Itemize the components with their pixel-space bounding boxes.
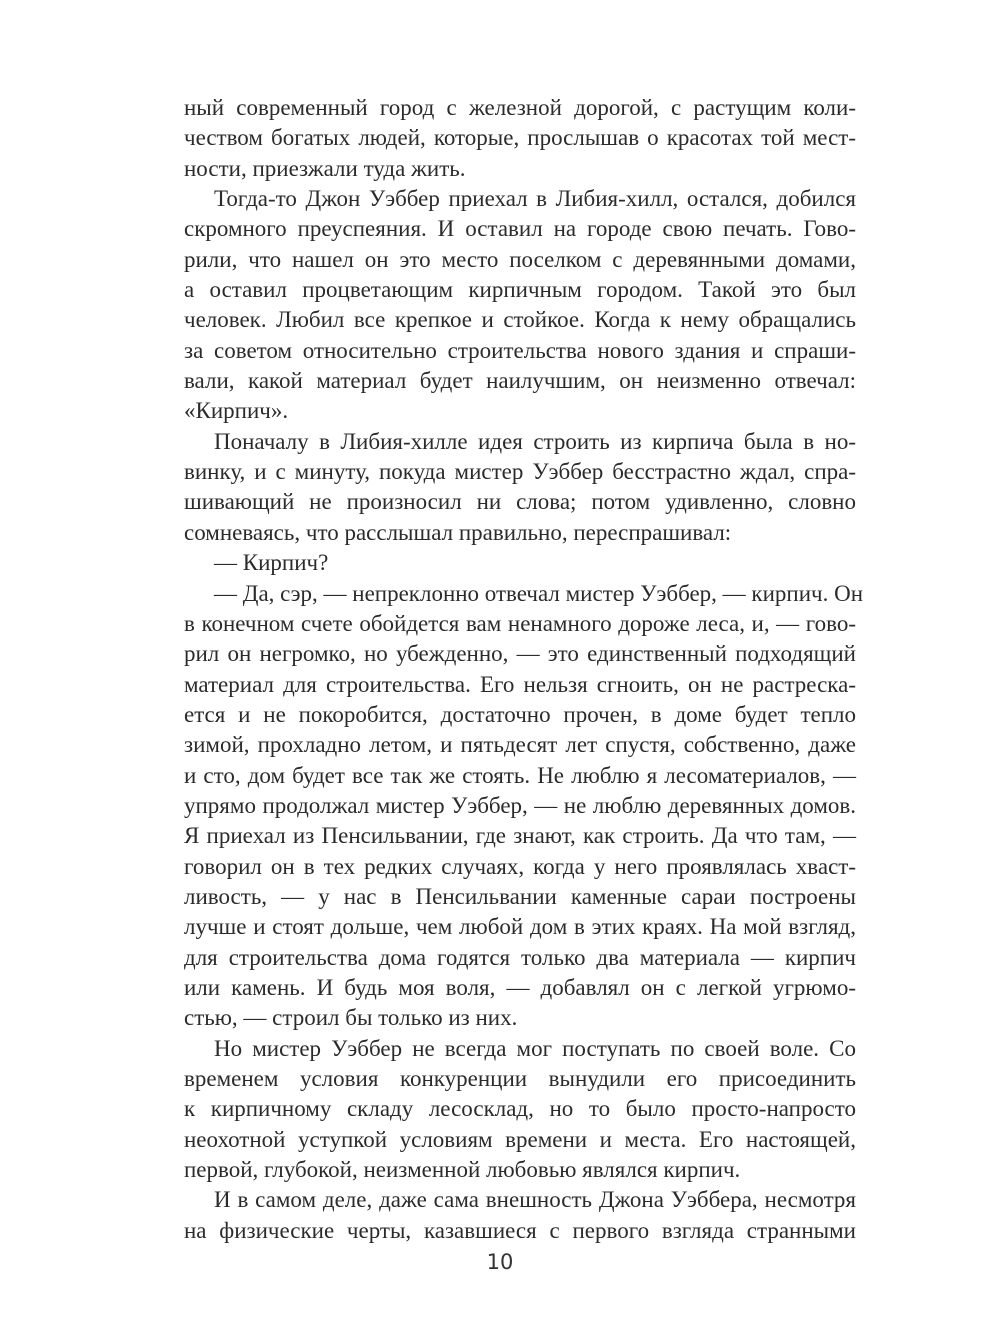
text-line: ности, приезжали туда жить. (184, 155, 466, 181)
text-line: рил он негромко, но убежденно, — это единственный подходящий (184, 641, 856, 667)
text-line: стью, — строил бы только из них. (184, 1005, 518, 1031)
text-line: чеством богатых людей, которые, прослышав о красотах той мест- (184, 125, 856, 151)
text-line: в конечном счете обойдется вам ненамного дороже леса, и, — гово- (184, 610, 856, 636)
text-line: и сто, дом будет все так же стоять. Не люблю я лесоматериалов, — (184, 762, 856, 788)
text-line: лучше и стоят дольше, чем любой дом в этих краях. На мой взгляд, (184, 914, 856, 940)
text-line: зимой, прохладно летом, и пятьдесят лет спустя, собственно, даже (184, 732, 856, 758)
text-line: говорил он в тех редких случаях, когда у него проявлялась хваст- (184, 853, 856, 879)
text-line: на физические черты, казавшиеся с первого взгляда странными (184, 1217, 856, 1243)
text-line: Но мистер Уэббер не всегда мог поступать по своей воле. Со (214, 1035, 856, 1061)
text-line: Я приехал из Пенсильвании, где знают, как строить. Да что там, — (184, 823, 856, 849)
body-text (184, 93, 864, 1246)
text-line: — Кирпич? (214, 550, 329, 576)
text-line: ется и не покоробится, достаточно прочен, в доме будет тепло (184, 701, 856, 727)
text-line: ный современный город с железной дорогой, с растущим коли- (184, 95, 856, 120)
text-line: шивающий не произносил ни слова; потом удивленно, словно (184, 489, 856, 515)
text-line: сомневаясь, что расслышал правильно, переспрашивал: (184, 519, 732, 545)
text-line: человек. Любил все крепкое и стойкое. Когда к нему обращались (184, 307, 856, 333)
text-line: Поначалу в Либия-хилле идея строить из кирпича была в но- (214, 428, 856, 454)
text-line: — Да, сэр, — непреклонно отвечал мистер Уэббер, — кирпич. Он (214, 580, 864, 606)
page-number: 10 (486, 1250, 514, 1274)
text-line: к кирпичному складу лесосклад, но то было просто-напросто (184, 1096, 856, 1122)
text-line: или камень. И будь моя воля, — добавлял он с легкой угрюмо- (184, 974, 856, 1000)
text-line: вали, какой материал будет наилучшим, он неизменно отвечал: (184, 368, 856, 394)
text-line: Тогда-то Джон Уэббер приехал в Либия-хилл, остался, добился (214, 186, 856, 212)
text-line: винку, и с минуту, покуда мистер Уэббер бесстрастно ждал, спра- (184, 459, 856, 485)
text-line: материал для строительства. Его нельзя сгноить, он не растреска- (184, 671, 856, 697)
text-line: за советом относительно строительства нового здания и спраши- (184, 337, 856, 363)
text-line: первой, глубокой, неизменной любовью являлся кирпич. (184, 1157, 741, 1183)
text-line: упрямо продолжал мистер Уэббер, — не люблю деревянных домов. (184, 792, 856, 818)
text-line: скромного преуспеяния. И оставил на городе свою печать. Гово- (184, 216, 856, 242)
text-line: рили, что нашел он это место поселком с деревянными домами, (184, 246, 856, 272)
text-line: неохотной уступкой условиям времени и места. Его настоящей, (184, 1126, 856, 1152)
text-line: И в самом деле, даже сама внешность Джона Уэббера, несмотря (214, 1187, 856, 1213)
text-line: ливость, — у нас в Пенсильвании каменные сараи построены (184, 883, 856, 909)
text-line: «Кирпич». (184, 398, 289, 424)
text-line: для строительства дома годятся только два материала — кирпич (184, 944, 856, 970)
text-line: а оставил процветающим кирпичным городом. Такой это был (184, 277, 856, 303)
text-line: временем условия конкуренции вынудили его присоединить (184, 1066, 856, 1091)
